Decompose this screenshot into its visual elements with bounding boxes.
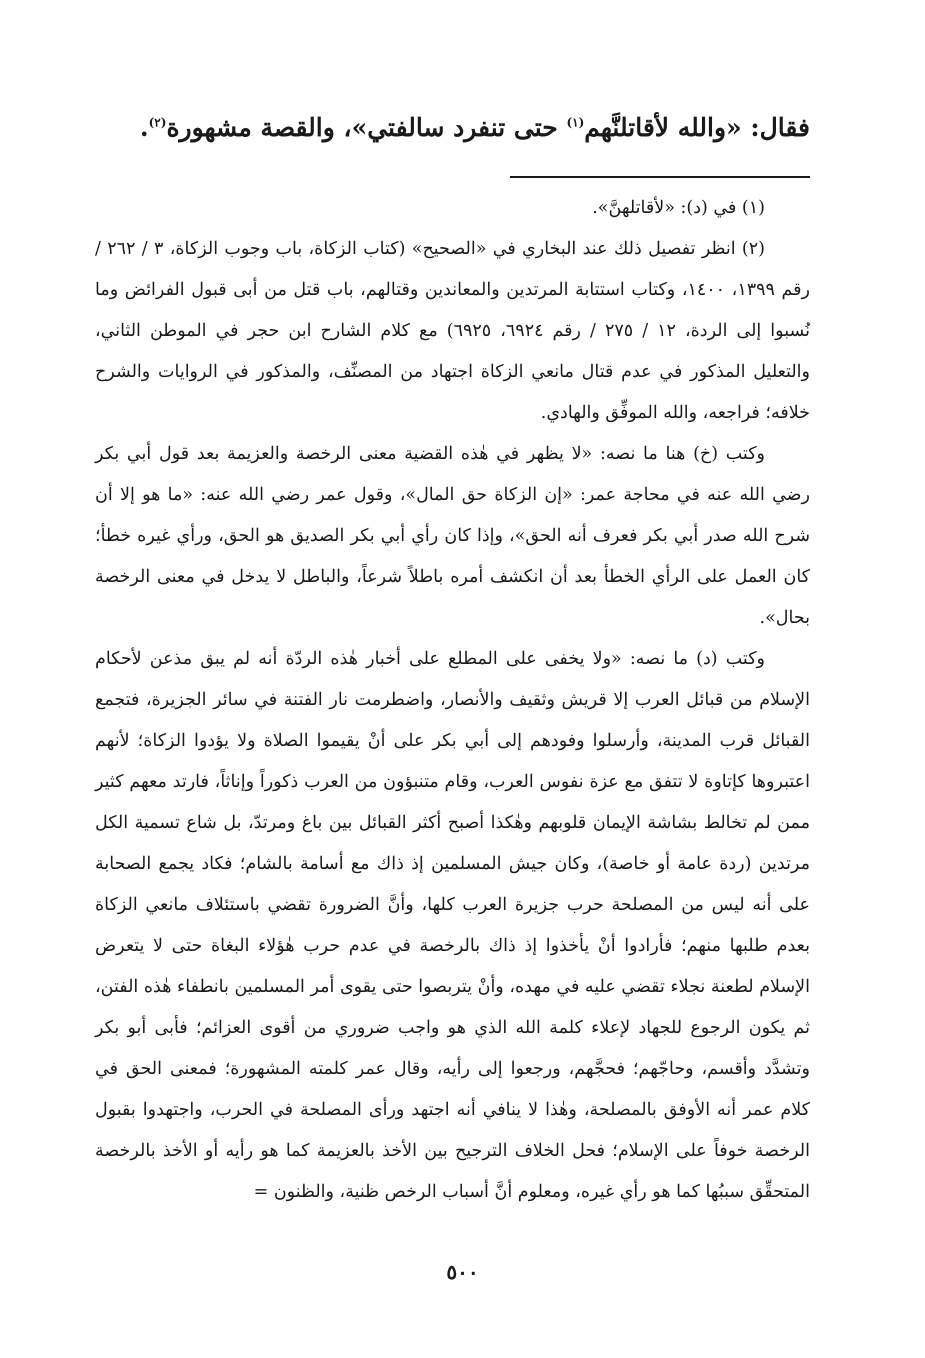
footnotes-section <box>95 188 810 1213</box>
footnote-note-kh: وكتب (خ) هنا ما نصه: «لا يظهر في هٰذه القضية معنى الرخصة والعزيمة بعد قول أبي بكر رضي الله عنه في محاجة عمر: «إن الزكاة حق المال»، وقول عمر رضي الله عنه: «ما هو إلا أن شرح الله صدر أبي بكر فعرف أنه الحق»، وإذا كان رأي أبي بكر الصديق هو الحق، ورأي غيره خطأ؛ كان العمل على الرأي الخطأ بعد أن انكشف أمره باطلاً شرعاً، والباطل لا يدخل في معنى الرخصة بحال». <box>95 444 810 628</box>
footnote-note-d: وكتب (د) ما نصه: «ولا يخفى على المطلع على أخبار هٰذه الردّة أنه لم يبق مذعن لأحكام الإسلام من قبائل العرب إلا قريش وثقيف والأنصار، واضطرمت نار الفتنة في سائر الجزيرة، فتجمع القبائل قرب المدينة، وأرسلوا وفودهم إلى أبي بكر على أنْ يقيموا الصلاة ولا يؤدوا الزكاة؛ لأنهم اعتبروها كإتاوة لا تتفق مع عزة نفوس العرب، وقام متنبؤون من العرب ذكوراً وإناثاً، فارتد معهم كثير ممن لم تخالط بشاشة الإيمان قلوبهم وهٰكذا أصبح أكثر القبائل بين باغ ومرتدّ، بل شاع تسمية الكل مرتدين (ردة عامة أو خاصة)، وكان جيش المسلمين إذ ذاك مع أسامة بالشام؛ فكاد يجمع الصحابة على أنه ليس من المصلحة حرب جزيرة العرب كلها، وأنَّ الضرورة تقضي باستئلاف مانعي الزكاة بعدم طلبها منهم؛ فأرادوا أنْ يأخذوا إذ ذاك بالرخصة في عدم حرب هٰؤلاء البغاة حتى لا يتعرض الإسلام لطعنة نجلاء تقضي عليه في مهده، وأنْ يتربصوا حتى يقوى أمر المسلمين بانطفاء هٰذه الفتن، ثم يكون الرجوع للجهاد لإعلاء كلمة الله الذي هو واجب ضروري من أقوى العزائم؛ فأبى أبو بكر وتشدَّد وأقسم، وحاجّهم؛ فحجَّهم، ورجعوا إلى رأيه، وقال عمر كلمته المشهورة؛ فمعنى الحق في كلام عمر أنه الأوفق بالمصلحة، وهٰذا لا ينافي أنه اجتهد ورأى المصلحة في الحرب، واجتهدوا بقبول الرخصة خوفاً على الإسلام؛ فحل الخلاف الترجيح بين الأخذ بالعزيمة كما هو رأيه أو الأخذ بالرخصة المتحقِّق سببُها كما هو رأي غيره، ومعلوم أنَّ أسباب الرخص ظنية، والظنون = <box>95 649 810 1202</box>
main-text-line <box>100 108 810 148</box>
footnote-ref-2[interactable]: (٢) <box>148 115 167 130</box>
main-text-prefix: فقال: «والله لأقاتلنَّهم <box>584 113 810 142</box>
footnote-ref-1[interactable]: (١) <box>566 115 585 130</box>
main-text-suffix: . <box>139 113 149 142</box>
footnote-2: (٢) انظر تفصيل ذلك عند البخاري في «الصحيح» (كتاب الزكاة، باب وجوب الزكاة، ٣ / ٢٦٢ / رقم ١٣٩٩، ١٤٠٠، وكتاب استتابة المرتدين والمعاندين وقتالهم، باب قتل من أبى قبول الفرائض وما نُسبوا إلى الردة، ١٢ / ٢٧٥ / رقم ٦٩٢٤، ٦٩٢٥) مع كلام الشارح ابن حجر في الموطن الثاني، والتعليل المذكور في عدم قتال مانعي الزكاة اجتهاد من المصنِّف، والمذكور في الروايات والشرح خلافه؛ فراجعه، والله الموفِّق والهادي. <box>95 239 810 423</box>
main-text-middle: حتى تنفرد سالفتي»، والقصة مشهورة <box>166 113 567 142</box>
page-number: ٥٠٠ <box>446 1260 479 1284</box>
footnote-1: (١) في (د): «لأقاتلهنَّ». <box>592 198 765 218</box>
footnote-separator <box>510 176 810 178</box>
